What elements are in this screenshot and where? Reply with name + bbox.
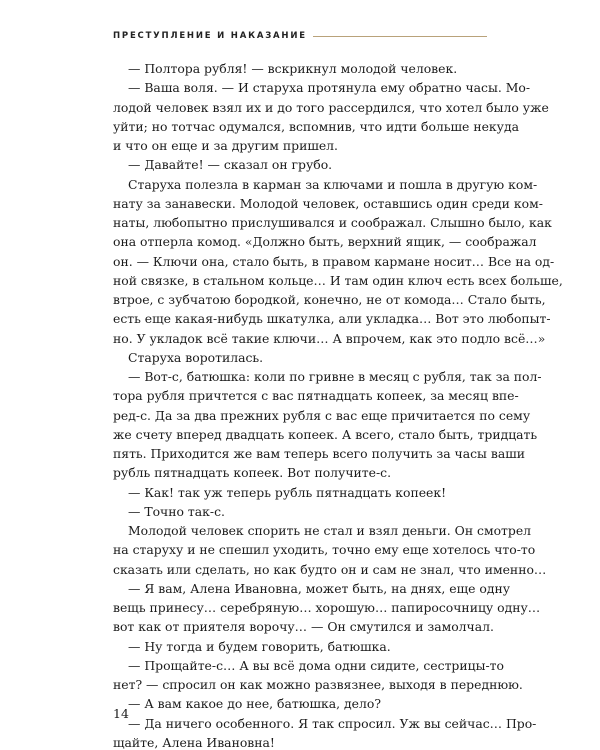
header-rule (313, 36, 487, 37)
text-line: есть еще какая-нибудь шкатулка, али укладка… Вот это любопыт- (113, 311, 551, 327)
text-line: Старуха полезла в карман за ключами и пошла в другую ком- (128, 176, 538, 192)
text-line: — Вот-с, батюшка: коли по гривне в месяц с рубля, так за пол- (128, 369, 542, 384)
text-line: но. У укладок всё такие ключи… А впрочем, как это подло всё…» (113, 330, 546, 346)
text-line: втрое, с зубчатою бородкой, конечно, не от комода… Стало быть, (113, 292, 546, 307)
text-line: лодой человек взял их и до того рассердился, что хотел было уже (113, 99, 549, 115)
text-line: — Ну тогда и будем говорить, батюшка. (128, 638, 391, 654)
page-number: 14 (113, 706, 129, 721)
text-line: щайте, Алена Ивановна! (113, 734, 275, 750)
text-line: — Давайте! — сказал он грубо. (128, 157, 333, 173)
text-line: тора рубля причтется с вас пятнадцать копеек, за месяц впе- (113, 388, 519, 404)
text-line: и что он еще и за другим пришел. (113, 138, 338, 153)
text-line: наты, любопытно прислушивался и соображал. Слышно было, как (113, 215, 552, 230)
text-line: — Полтора рубля! — вскрикнул молодой человек. (128, 61, 458, 76)
text-line: — А вам какое до нее, батюшка, дело? (128, 696, 381, 712)
text-line: нет? — спросил он как можно развязнее, выходя в переднюю. (113, 677, 523, 692)
text-line: — Точно так-с. (128, 503, 225, 519)
text-line: вот как от приятеля ворочу… — Он смутился и замолчал. (113, 619, 494, 635)
text-line: — Как! так уж теперь рубль пятнадцать копеек! (128, 484, 447, 500)
text-line: — Ваша воля. — И старуха протянула ему обратно часы. Мо- (128, 80, 531, 96)
text-line: же счету вперед двадцать копеек. А всего, стало быть, тридцать (113, 426, 538, 442)
body-text (113, 59, 563, 750)
running-title: ПРЕСТУПЛЕНИЕ И НАКАЗАНИЕ (113, 31, 307, 41)
text-line: он. — Ключи она, стало быть, в правом кармане носит… Все на од- (113, 253, 555, 269)
text-line: Молодой человек спорить не стал и взял деньги. Он смотрел (128, 523, 532, 538)
text-line: она отперла комод. «Должно быть, верхний ящик, — соображал (113, 234, 537, 250)
text-line: рубль пятнадцать копеек. Вот получите-с. (113, 465, 392, 481)
text-line: нату за занавески. Молодой человек, оставшись один среди ком- (113, 195, 543, 211)
text-line: сказать или сделать, но как будто он и сам не знал, что именно… (113, 561, 547, 577)
text-line: ной связке, в стальном кольце… И там один ключ есть всех больше, (113, 272, 563, 288)
text-line: пять. Приходится же вам теперь всего получить за часы ваши (113, 446, 525, 461)
text-line: на старуху и не спешил уходить, точно ему еще хотелось что-то (113, 542, 536, 558)
text-line: — Я вам, Алена Ивановна, может быть, на днях, еще одну (128, 580, 511, 596)
text-line: вещь принесу… серебряную… хорошую… папиросочницу одну… (113, 600, 541, 615)
text-line: — Прощайте-с… А вы всё дома одни сидите, сестрицы-то (128, 657, 504, 673)
text-line: — Да ничего особенного. Я так спросил. Уж вы сейчас… Про- (128, 715, 537, 731)
running-header (113, 28, 487, 44)
text-line: уйти; но тотчас одумался, вспомнив, что идти больше некуда (113, 118, 519, 134)
text-line: Старуха воротилась. (128, 349, 264, 365)
text-line: ред-с. Да за два прежних рубля с вас еще причитается по сему (113, 407, 531, 423)
